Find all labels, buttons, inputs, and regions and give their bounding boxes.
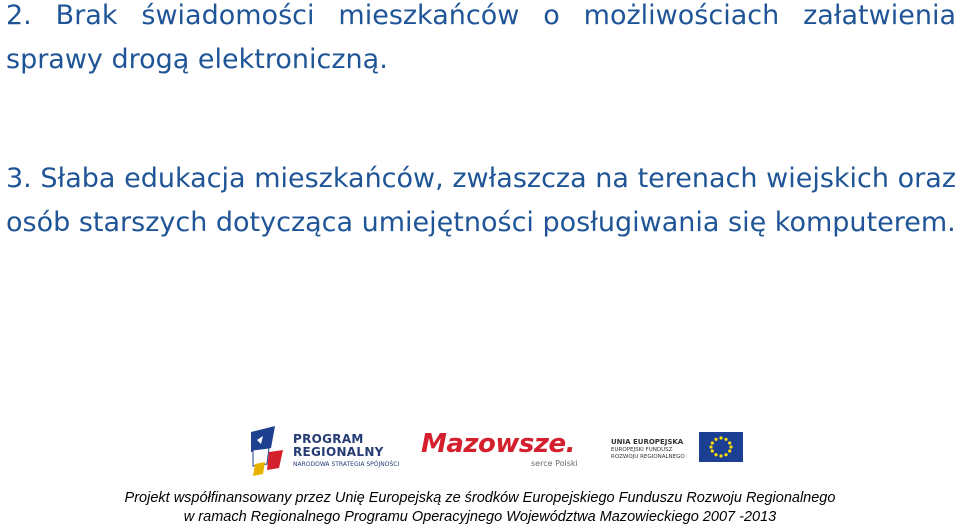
eu-logo-text (611, 438, 685, 461)
point-3-text: 3. Słaba edukacja mieszkańców, zwłaszcza na terenach wiejskich oraz osób starszych dotycząca umiejętności posługiwania się komputerem. (6, 163, 956, 238)
program-label: PROGRAM (293, 432, 364, 446)
eu-fund-label: EUROPEJSKI FUNDUSZ (611, 447, 673, 453)
strategy-label: NARODOWA STRATEGIA SPÓJNOŚCI (293, 461, 400, 468)
logo-strip (229, 418, 772, 488)
point-2-text: 2. Brak świadomości mieszkańców o możliwościach załatwienia sprawy drogą elektroniczną. (6, 0, 956, 75)
mazowsze-wordmark: Mazowsze. (421, 429, 576, 459)
footer-cofinancing-line: Projekt współfinansowany przez Unię Europejską ze środków Europejskiego Funduszu Rozwoju Regionalnego (124, 490, 836, 506)
eu-label: UNIA EUROPEJSKA (611, 438, 684, 446)
mazowsze-logo (421, 429, 591, 468)
program-regionalny-logo-icon (249, 426, 287, 476)
footer-program-line: w ramach Regionalnego Programu Operacyjnego Województwa Mazowieckiego 2007 -2013 (183, 509, 777, 525)
eu-fund-label-2: ROZWOJU REGIONALNEGO (611, 454, 685, 460)
regionalny-label: REGIONALNY (293, 445, 384, 459)
eu-flag-icon (699, 432, 743, 462)
mazowsze-tagline: serce Polski (531, 459, 578, 468)
